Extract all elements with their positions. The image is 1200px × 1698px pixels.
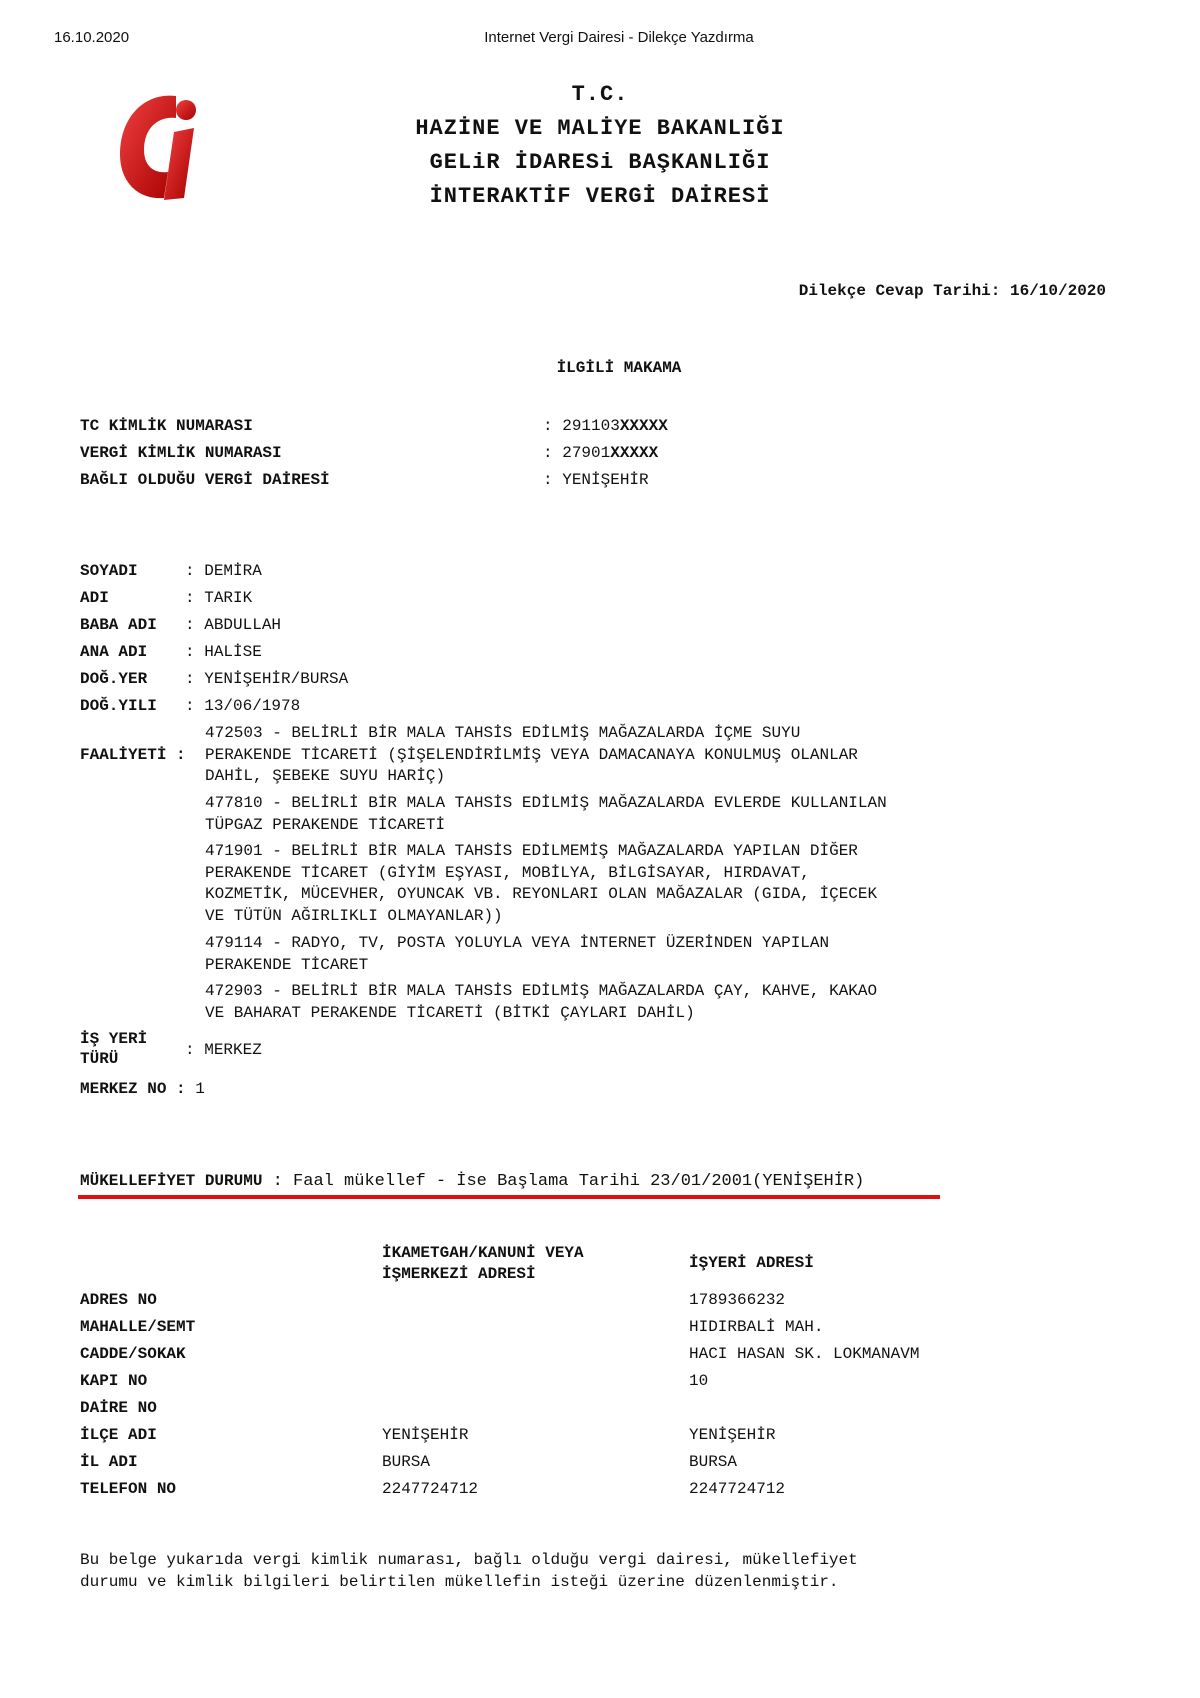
workplace-type-label: İŞ YERİ TÜRÜ (80, 1030, 148, 1068)
birthyear-value: : 13/06/1978 (185, 697, 301, 715)
activity-item: 479114 - RADYO, TV, POSTA YOLUYLA VEYA İNTERNET ÜZERİNDEN YAPILAN PERAKENDE TİCARET (205, 934, 830, 974)
tckn-label: TC KİMLİK NUMARASI (80, 417, 253, 435)
address-row-work: 1789366232 (689, 1291, 786, 1309)
address-row-work: HACI HASAN SK. LOKMANAVM (689, 1345, 920, 1363)
address-row-label: İLÇE ADI (80, 1426, 157, 1444)
birthyear-label: DOĞ.YILI (80, 697, 157, 715)
letterhead-office: İNTERAKTİF VERGİ DAİRESİ (429, 184, 771, 209)
address-row-work: HIDIRBALİ MAH. (689, 1318, 824, 1336)
address-row-home: 2247724712 (382, 1480, 479, 1498)
print-date: 16.10.2020 (54, 29, 130, 46)
status-value: Faal mükellef - İse Başlama Tarihi 23/01/2001(YENİŞEHİR) (293, 1172, 865, 1191)
addressee: İLGİLİ MAKAMA (556, 359, 682, 377)
status-label: MÜKELLEFİYET DURUMU (80, 1172, 263, 1190)
activity-label: FAALİYETİ : (80, 746, 186, 764)
name-value: : TARIK (185, 589, 253, 607)
print-title: Internet Vergi Dairesi - Dilekçe Yazdırma (484, 29, 754, 46)
reply-date-label: Dilekçe Cevap Tarihi: (798, 282, 1001, 300)
center-no: MERKEZ NO : 1 (80, 1080, 205, 1098)
activity-item: 477810 - BELİRLİ BİR MALA TAHSİS EDİLMİŞ MAĞAZALARDA EVLERDE KULLANILAN TÜPGAZ PERAKENDE TİCARETİ (205, 794, 887, 834)
name-label: ADI (80, 589, 109, 607)
mother-name-value: : HALİSE (185, 643, 262, 661)
address-row-work: BURSA (689, 1453, 738, 1471)
vkn-value: : 27901XXXXX (543, 444, 659, 462)
address-work-header: İŞYERİ ADRESİ (689, 1254, 814, 1272)
letterhead-ministry: HAZİNE VE MALİYE BAKANLIĞI (415, 116, 785, 141)
address-row-label: ADRES NO (80, 1291, 157, 1309)
father-name-value: : ABDULLAH (185, 616, 282, 634)
mother-name-label: ANA ADI (80, 643, 148, 661)
address-row-work: 10 (689, 1372, 709, 1390)
birthplace-label: DOĞ.YER (80, 670, 148, 688)
address-row-label: CADDE/SOKAK (80, 1345, 186, 1363)
vkn-label: VERGİ KİMLİK NUMARASI (80, 444, 282, 462)
footer-note: Bu belge yukarıda vergi kimlik numarası, bağlı olduğu vergi dairesi, mükellefiyet durumu ve kimlik bilgileri belirtilen mükellefin isteği üzerine düzenlenmiştir. (80, 1551, 858, 1591)
status-line: MÜKELLEFİYET DURUMU : Faal mükellef - İse Başlama Tarihi 23/01/2001(YENİŞEHİR) (80, 1172, 865, 1191)
father-name-label: BABA ADI (80, 616, 157, 634)
address-row-label: DAİRE NO (80, 1399, 157, 1417)
reply-date (799, 282, 1106, 300)
address-row-work: YENİŞEHİR (689, 1426, 776, 1444)
address-row-work: 2247724712 (689, 1480, 786, 1498)
address-row-label: MAHALLE/SEMT (80, 1318, 196, 1336)
activity-item: 472903 - BELİRLİ BİR MALA TAHSİS EDİLMİŞ MAĞAZALARDA ÇAY, KAHVE, KAKAO VE BAHARAT PERAKENDE TİCARETİ (BİTKİ ÇAYLARI DAHİL) (205, 982, 878, 1022)
address-row-label: KAPI NO (80, 1372, 148, 1390)
activity-item: 472503 - BELİRLİ BİR MALA TAHSİS EDİLMİŞ MAĞAZALARDA İÇME SUYU PERAKENDE TİCARETİ (ŞİŞELENDİRİLMİŞ VEYA DAMACANAYA KONULMUŞ OLANLAR DAHİL, ŞEBEKE SUYU HARİÇ) (205, 724, 858, 785)
tax-office-value: : YENİŞEHİR (543, 471, 649, 489)
status-highlight-underline (78, 1195, 940, 1199)
workplace-type-value: : MERKEZ (185, 1041, 262, 1059)
address-row-home: YENİŞEHİR (382, 1426, 469, 1444)
letterhead-presidency: GELiR İDARESi BAŞKANLIĞI (429, 150, 771, 175)
surname-value: : DEMİRA (185, 562, 262, 580)
address-row-home: BURSA (382, 1453, 431, 1471)
address-row-label: TELEFON NO (80, 1480, 177, 1498)
address-row-label: İL ADI (80, 1453, 138, 1471)
activity-item: 471901 - BELİRLİ BİR MALA TAHSİS EDİLMEMİŞ MAĞAZALARDA YAPILAN DİĞER PERAKENDE TİCARET (GİYİM EŞYASI, MOBİLYA, BİLGİSAYAR, HIRDAVAT, KOZMETİK, MÜCEVHER, OYUNCAK VB. REYONLARI OLAN MAĞAZALAR (GIDA, İÇECEK VE TÜTÜN AĞIRLIKLI OLMAYANLAR)) (205, 842, 878, 925)
reply-date-value: 16/10/2020 (1009, 282, 1106, 300)
letterhead-tc: T.C. (571, 82, 629, 107)
tckn-value: : 291103XXXXX (543, 417, 668, 435)
surname-label: SOYADI (80, 562, 138, 580)
tax-office-label: BAĞLI OLDUĞU VERGİ DAİRESİ (80, 471, 330, 489)
birthplace-value: : YENİŞEHİR/BURSA (185, 670, 349, 688)
address-home-header: İKAMETGAH/KANUNİ VEYA İŞMERKEZİ ADRESİ (382, 1244, 584, 1283)
